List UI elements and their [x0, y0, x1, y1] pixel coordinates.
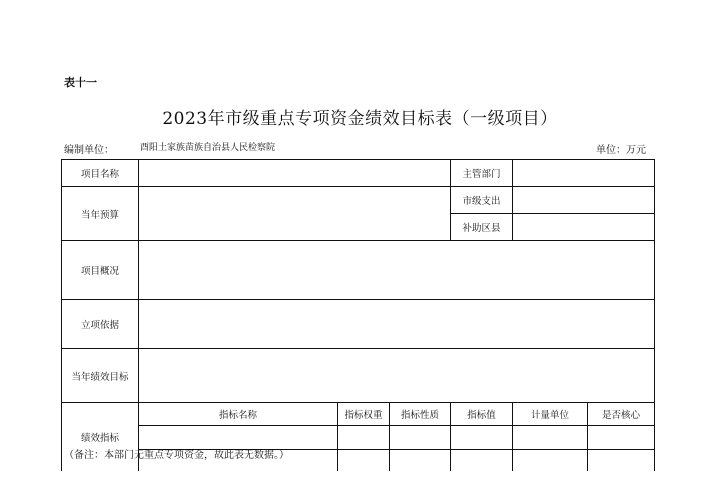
indicator-header-unit: 计量单位: [530, 410, 569, 421]
table-line: [512, 159, 513, 240]
table-line: [138, 425, 655, 426]
org-label: 编制单位：: [64, 145, 114, 156]
table-line: [61, 186, 655, 187]
table-border-top: [61, 159, 655, 160]
row-label-indicators: 绩效指标: [80, 433, 119, 444]
indicator-header-weight: 指标权重: [344, 410, 383, 421]
table-border-right: [654, 159, 655, 471]
unit-label: 单位：万元: [596, 145, 646, 156]
table-line: [61, 240, 655, 241]
row-label-project-name: 项目名称: [80, 169, 119, 180]
indicator-header-name: 指标名称: [218, 410, 257, 421]
row-label-goal: 当年绩效目标: [71, 371, 129, 383]
row-label-basis: 立项依据: [80, 320, 119, 331]
table-line: [61, 348, 655, 349]
org-value: 酉阳土家族苗族自治县人民检察院: [140, 143, 276, 153]
footnote: （备注：本部门无重点专项资金，故此表无数据。）: [64, 450, 289, 461]
indicator-header-core: 是否核心: [601, 410, 640, 421]
table-line: [61, 299, 655, 300]
row-label-subsidy-county: 补助区县: [462, 223, 501, 234]
indicator-header-value: 指标值: [467, 410, 496, 421]
table-number-label: 表十一: [64, 76, 97, 89]
row-label-city-expense: 市级支出: [462, 196, 501, 207]
row-label-overview: 项目概况: [80, 266, 119, 277]
document-title: 2023年市级重点专项资金绩效目标表（一级项目）: [162, 109, 558, 129]
indicator-header-nature: 指标性质: [400, 410, 439, 421]
row-label-budget: 当年预算: [80, 209, 119, 221]
row-label-dept: 主管部门: [462, 169, 501, 180]
